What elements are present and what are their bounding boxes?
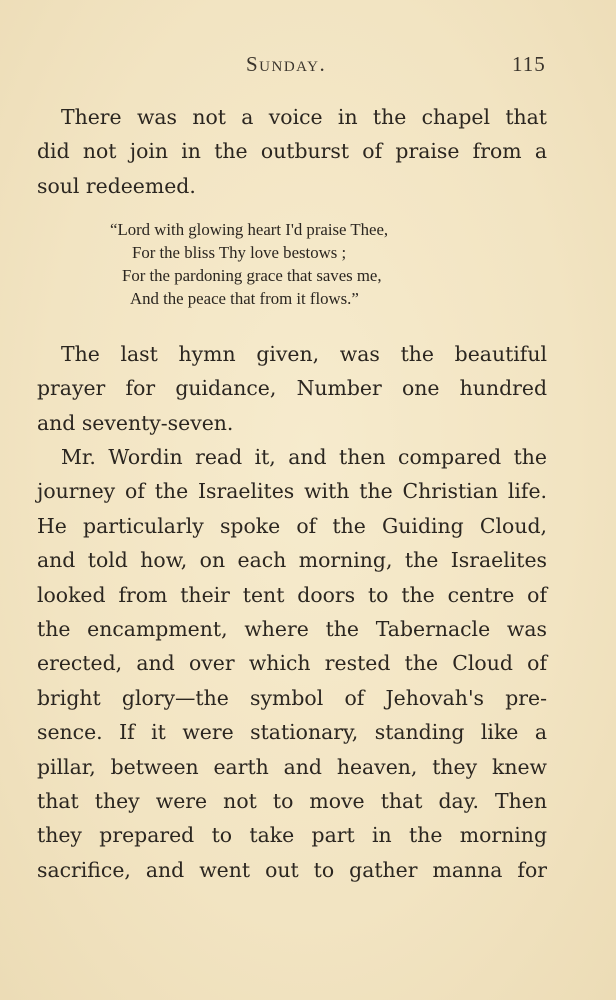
verse-line: “Lord with glowing heart I'd praise Thee, — [110, 220, 389, 239]
hymn-verse — [110, 218, 510, 310]
text-line: pillar, between earth and heaven, they knew — [37, 754, 547, 779]
text-line: prayer for guidance, Number one hundred — [37, 376, 547, 401]
text-line: erected, and over which rested the Cloud of — [37, 651, 547, 676]
text-line: He particularly spoke of the Guiding Cloud, — [37, 513, 547, 538]
text-line: sence. If it were stationary, standing like a — [37, 720, 547, 745]
running-title: Sunday. — [246, 52, 327, 76]
text-line: journey of the Israelites with the Christian life. — [37, 479, 547, 504]
text-line: and seventy-seven. — [37, 410, 234, 435]
text-line: did not join in the outburst of praise from a — [37, 139, 547, 164]
verse-line: For the pardoning grace that saves me, — [122, 266, 382, 285]
text-line: sacrifice, and went out to gather manna for — [37, 857, 547, 882]
text-line: The last hymn given, was the beautiful — [61, 342, 547, 366]
text-line: Mr. Wordin read it, and then compared the — [61, 445, 547, 469]
verse-line: For the bliss Thy love bestows ; — [132, 243, 347, 262]
verse-line: And the peace that from it flows.” — [130, 289, 359, 308]
text-line: that they were not to move that day. Then — [37, 788, 547, 813]
page-number: 115 — [512, 52, 546, 76]
text-line: soul redeemed. — [37, 173, 196, 198]
text-line: the encampment, where the Tabernacle was — [37, 616, 547, 641]
text-line: bright glory—the symbol of Jehovah's pre- — [37, 685, 547, 710]
paragraph-chapel-praise — [37, 100, 547, 203]
text-line: There was not a voice in the chapel that — [61, 105, 547, 129]
text-line: and told how, on each morning, the Israelites — [37, 548, 547, 573]
running-head — [0, 52, 616, 82]
paragraph-last-hymn — [37, 337, 547, 440]
text-line: looked from their tent doors to the centre of — [37, 582, 547, 607]
paragraph-guiding-cloud — [37, 440, 547, 887]
text-line: they prepared to take part in the morning — [37, 823, 547, 848]
